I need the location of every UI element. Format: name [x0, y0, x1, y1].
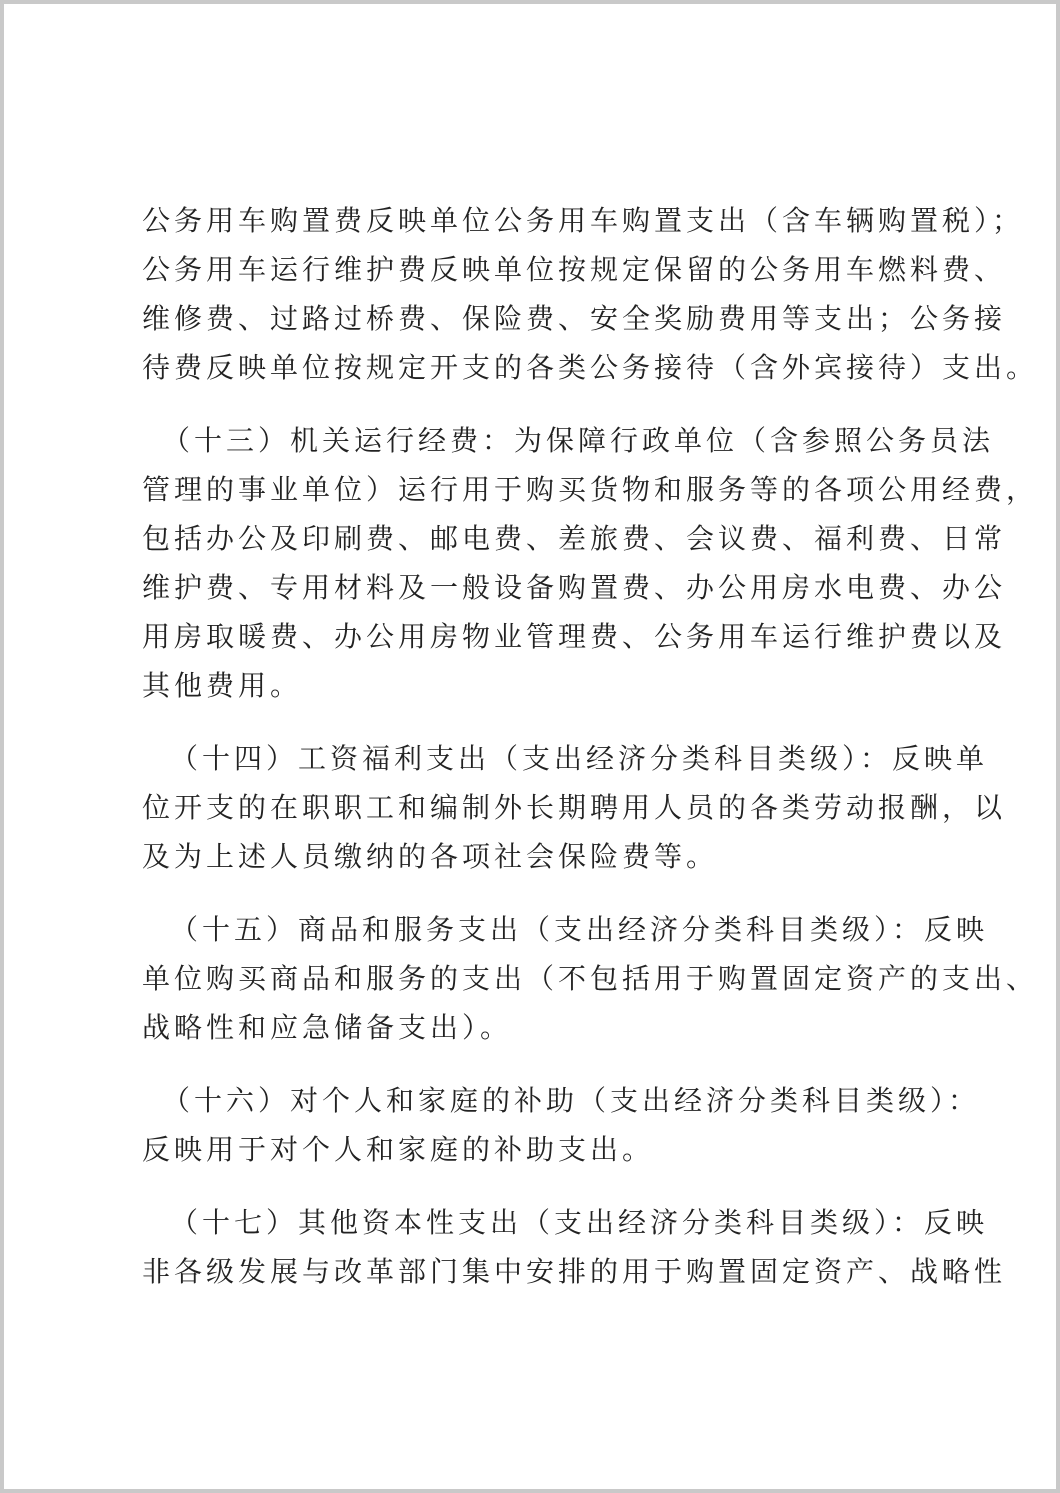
text-line: 公务用车运行维护费反映单位按规定保留的公务用车燃料费、 — [142, 253, 1007, 286]
paragraph-gap — [142, 1052, 952, 1076]
text-line: 包括办公及印刷费、邮电费、差旅费、会议费、福利费、日常 — [142, 522, 1007, 555]
text-line: 及为上述人员缴纳的各项社会保险费等。 — [142, 840, 719, 873]
text-line: 战略性和应急储备支出）。 — [142, 1011, 513, 1044]
text-line: （十五）商品和服务支出（支出经济分类科目类级）：反映 — [170, 913, 989, 946]
paragraph-15 — [142, 905, 1039, 1052]
document-body — [142, 196, 1039, 1296]
text-line: 位开支的在职职工和编制外长期聘用人员的各类劳动报酬，以 — [142, 791, 1007, 824]
text-line: 用房取暖费、办公用房物业管理费、公务用车运行维护费以及 — [142, 620, 1007, 653]
paragraph-17 — [142, 1198, 1007, 1296]
text-line: 单位购买商品和服务的支出（不包括用于购置固定资产的支出、 — [142, 962, 1039, 995]
text-line: 待费反映单位按规定开支的各类公务接待（含外宾接待）支出。 — [142, 351, 1039, 384]
text-line: 维护费、专用材料及一般设备购置费、办公用房水电费、办公 — [142, 571, 1007, 604]
text-line: （十三）机关运行经费：为保障行政单位（含参照公务员法 — [162, 424, 995, 457]
paragraph-13 — [142, 416, 1039, 710]
text-line: （十七）其他资本性支出（支出经济分类科目类级）：反映 — [170, 1206, 989, 1239]
paragraph-16 — [142, 1076, 981, 1174]
text-line: 其他费用。 — [142, 669, 303, 702]
paragraph-gap — [142, 710, 952, 734]
text-line: 非各级发展与改革部门集中安排的用于购置固定资产、战略性 — [142, 1255, 1007, 1288]
paragraph-gap — [142, 1174, 952, 1198]
text-line: 管理的事业单位）运行用于购买货物和服务等的各项公用经费， — [142, 473, 1039, 506]
text-line: （十四）工资福利支出（支出经济分类科目类级）：反映单 — [170, 742, 989, 775]
paragraph-gap — [142, 392, 952, 416]
text-line: （十六）对个人和家庭的补助（支出经济分类科目类级）： — [162, 1084, 981, 1117]
paragraph-14 — [142, 734, 1007, 881]
text-line: 反映用于对个人和家庭的补助支出。 — [142, 1133, 655, 1166]
text-line: 维修费、过路过桥费、保险费、安全奖励费用等支出；公务接 — [142, 302, 1007, 335]
text-line: 公务用车购置费反映单位公务用车购置支出（含车辆购置税）； — [142, 204, 1025, 237]
paragraph-official-vehicle-costs — [142, 196, 1039, 392]
paragraph-gap — [142, 881, 952, 905]
